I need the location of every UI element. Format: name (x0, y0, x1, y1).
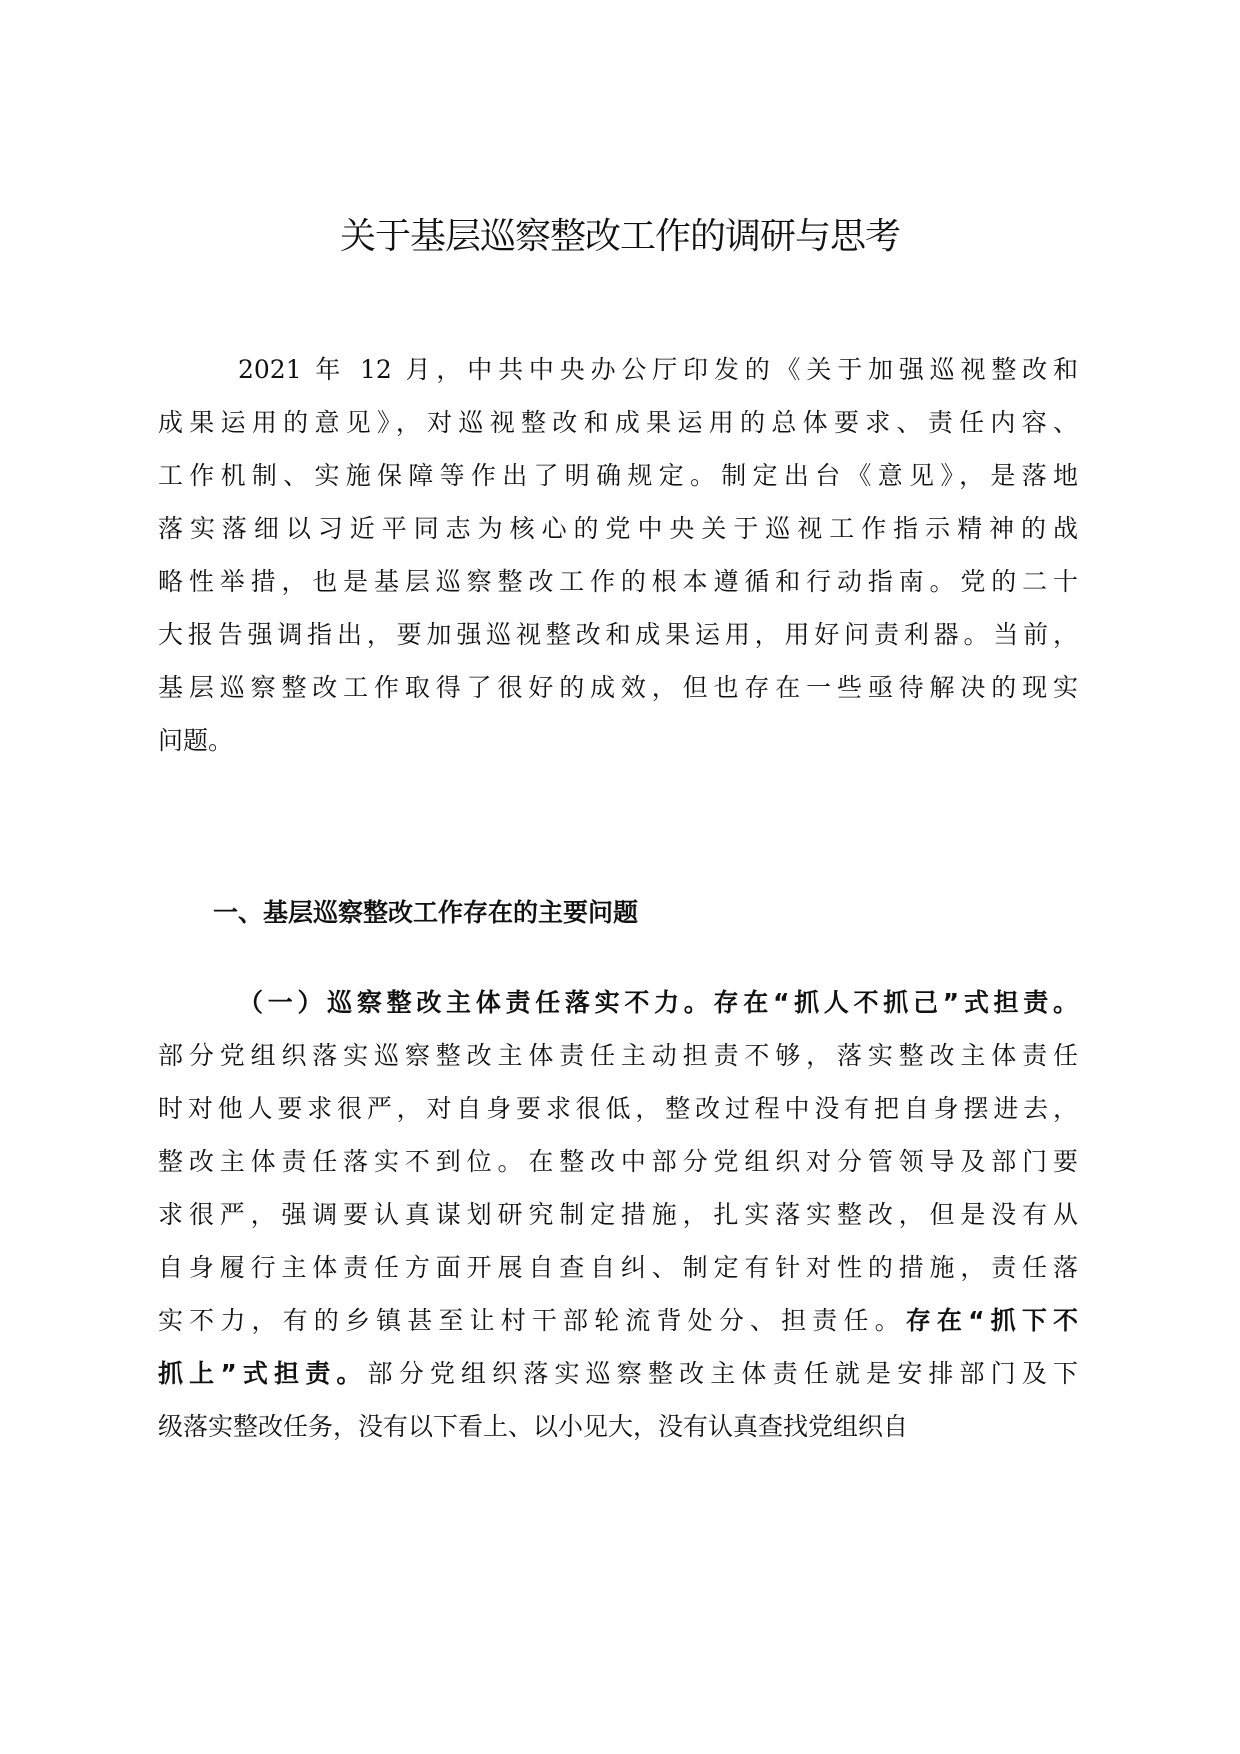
intro-line-8: 问题。 (158, 726, 234, 755)
intro-line-3: 工作机制、实施保障等作出了明确规定。制定出台《意见》，是落地 (158, 461, 1078, 490)
sub1-line-7 (158, 1354, 1078, 1394)
section-1-heading: 一、基层巡察整改工作存在的主要问题 (213, 898, 639, 927)
sub1-line-6-text: 实不力，有的乡镇甚至让村干部轮流背处分、担责任。 (158, 1306, 906, 1335)
sub1-line-4: 求很严，强调要认真谋划研究制定措施，扎实落实整改，但是没有从 (158, 1200, 1078, 1229)
sub1-line-6 (158, 1301, 1078, 1341)
sub1-line-5: 自身履行主体责任方面开展自查自纠、制定有针对性的措施，责任落 (158, 1253, 1078, 1282)
sub1-line-8: 级落实整改任务，没有以下看上、以小见大，没有认真查找党组织自 (158, 1412, 909, 1441)
sub1-line-7-text: 部分党组织落实巡察整改主体责任就是安排部门及下 (367, 1359, 1078, 1388)
intro-line-1: 2021 年 12 月，中共中央办公厅印发的《关于加强巡视整改和 (238, 355, 1078, 384)
sub1-line-1: 部分党组织落实巡察整改主体责任主动担责不够，落实整改主体责任 (158, 1041, 1078, 1070)
intro-line-5: 略性举措，也是基层巡察整改工作的根本遵循和行动指南。党的二十 (158, 567, 1078, 596)
intro-line-2: 成果运用的意见》，对巡视整改和成果运用的总体要求、责任内容、 (158, 408, 1078, 437)
intro-line-6: 大报告强调指出，要加强巡视整改和成果运用，用好问责利器。当前， (158, 620, 1078, 649)
sub1-line-7-bold: 抓上”式担责。 (158, 1359, 368, 1388)
intro-line-4: 落实落细以习近平同志为核心的党中央关于巡视工作指示精神的战 (158, 514, 1078, 543)
intro-line-7: 基层巡察整改工作取得了很好的成效，但也存在一些亟待解决的现实 (158, 673, 1078, 702)
subsection-1-heading: （一）巡察整改主体责任落实不力。存在“抓人不抓己”式担责。 (238, 988, 1078, 1017)
sub1-line-3: 整改主体责任落实不到位。在整改中部分党组织对分管领导及部门要 (158, 1147, 1078, 1176)
sub1-line-2: 时对他人要求很严，对自身要求很低，整改过程中没有把自身摆进去， (158, 1094, 1078, 1123)
document-title: 关于基层巡察整改工作的调研与思考 (339, 216, 900, 257)
sub1-line-6-bold: 存在“抓下不 (905, 1306, 1078, 1335)
